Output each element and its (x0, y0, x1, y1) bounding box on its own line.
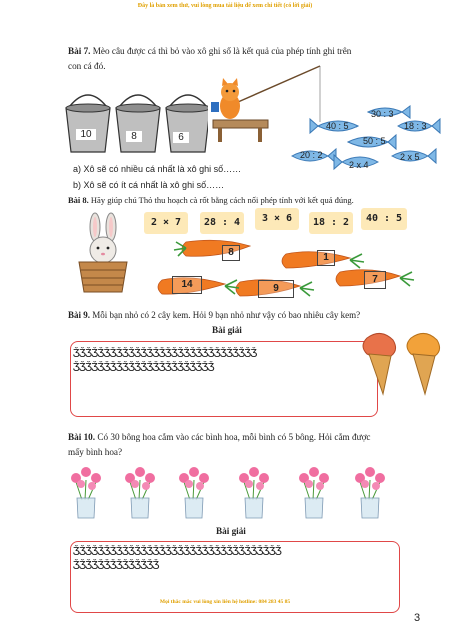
page-number: 3 (414, 612, 421, 624)
op-box-3[interactable]: 3 × 6 (255, 208, 299, 230)
rabbit-basket-illustration (75, 212, 135, 297)
carrot-label-4[interactable]: 9 (258, 280, 294, 298)
vase-5 (299, 467, 329, 518)
bai10-title: Bài 10. (68, 432, 96, 442)
bai9-text (68, 308, 428, 323)
carrot-label-1[interactable]: 8 (222, 245, 240, 261)
fish-label-7: 2 x 5 (400, 152, 420, 162)
preview-banner: Đây là bản xem thử, vui lòng mua tài liệu để xem chi tiết (có lời giải) (137, 3, 313, 9)
fish-label-4: 50 : 5 (363, 136, 386, 146)
buckets-illustration (58, 86, 208, 158)
op-box-1[interactable]: 2 × 7 (144, 212, 188, 234)
bai10-line1: Có 30 bông hoa cắm vào các bình hoa, mỗi bình có 5 bông. Hỏi cắm được (95, 432, 371, 442)
bai7-line2: con cá đó. (68, 61, 106, 71)
bai10-line2: mấy bình hoa? (68, 447, 123, 457)
bucket-label-2: 8 (126, 131, 142, 142)
carrot-label-2[interactable]: 1 (317, 250, 335, 266)
bai9-dots-line-2: ǮǮǮǮǮǮǮǮǮǮǮǮǮǮǮǮǮǮǮǮǮǮǮ (73, 361, 214, 374)
bai8-title: Bài 8. (68, 195, 89, 205)
bai9-line: Mỗi bạn nhỏ có 2 cây kem. Hỏi 9 bạn nhỏ như vậy có bao nhiêu cây kem? (90, 310, 361, 320)
bucket-2 (116, 95, 160, 152)
vase-6 (355, 467, 385, 518)
carrot-label-3[interactable]: 14 (172, 276, 202, 294)
fish-label-6: 2 x 4 (349, 160, 369, 170)
bai7-line1: Mèo câu được cá thì bỏ vào xô ghi số là kết quả của phép tính ghi trên (90, 46, 352, 56)
bai10-solution-heading: Bài giải (216, 526, 246, 536)
bai7-question-b: b) Xô sẽ có ít cá nhất là xô ghi số…… (73, 180, 225, 190)
op-box-2[interactable]: 28 : 4 (200, 212, 244, 234)
op-box-4[interactable]: 18 : 2 (309, 212, 353, 234)
bucket-label-3: 6 (173, 132, 189, 143)
bai9-dots-line-1: ǮǮǮǮǮǮǮǮǮǮǮǮǮǮǮǮǮǮǮǮǮǮǮǮǮǮǮǮǮǮ (73, 347, 257, 360)
bai7-title: Bài 7. (68, 46, 91, 56)
bucket-1 (66, 95, 110, 152)
ice-cream-illustration (355, 330, 445, 400)
fish-label-5: 20 : 2 (300, 150, 323, 160)
vase-2 (125, 467, 155, 518)
op-box-5[interactable]: 40 : 5 (361, 208, 407, 230)
vase-4 (239, 467, 269, 518)
fish-label-3: 18 : 3 (404, 121, 427, 131)
bai9-title: Bài 9. (68, 310, 91, 320)
bai9-solution-heading: Bài giải (212, 325, 242, 335)
bai10-dots-line-2: ǮǮǮǮǮǮǮǮǮǮǮǮǮǮ (73, 559, 159, 572)
bai8-text (68, 193, 428, 208)
bai7-question-a: a) Xô sẽ có nhiều cá nhất là xô ghi số…… (73, 164, 242, 174)
bai10-text (68, 430, 428, 460)
fish-label-2: 40 : 5 (326, 121, 349, 131)
fish-label-1: 30 : 3 (371, 109, 394, 119)
bai8-line: Hãy giúp chú Thỏ thu hoạch cà rốt bằng cách nối phép tính với kết quả đúng. (88, 195, 354, 205)
bucket-label-1: 10 (76, 129, 96, 140)
ice-cream-1 (363, 333, 396, 394)
bucket-3 (166, 95, 208, 152)
vase-3 (179, 467, 209, 518)
carrot-label-5[interactable]: 7 (364, 271, 386, 289)
bai10-dots-line-1: ǮǮǮǮǮǮǮǮǮǮǮǮǮǮǮǮǮǮǮǮǮǮǮǮǮǮǮǮǮǮǮǮǮǮ (73, 545, 282, 558)
hotline-footer: Mọi thắc mắc vui lòng xin liên hệ hotline: 084 283 45 85 (159, 599, 291, 605)
ice-cream-2 (407, 333, 440, 394)
vase-1 (71, 467, 101, 518)
flower-vases-illustration (68, 460, 408, 522)
